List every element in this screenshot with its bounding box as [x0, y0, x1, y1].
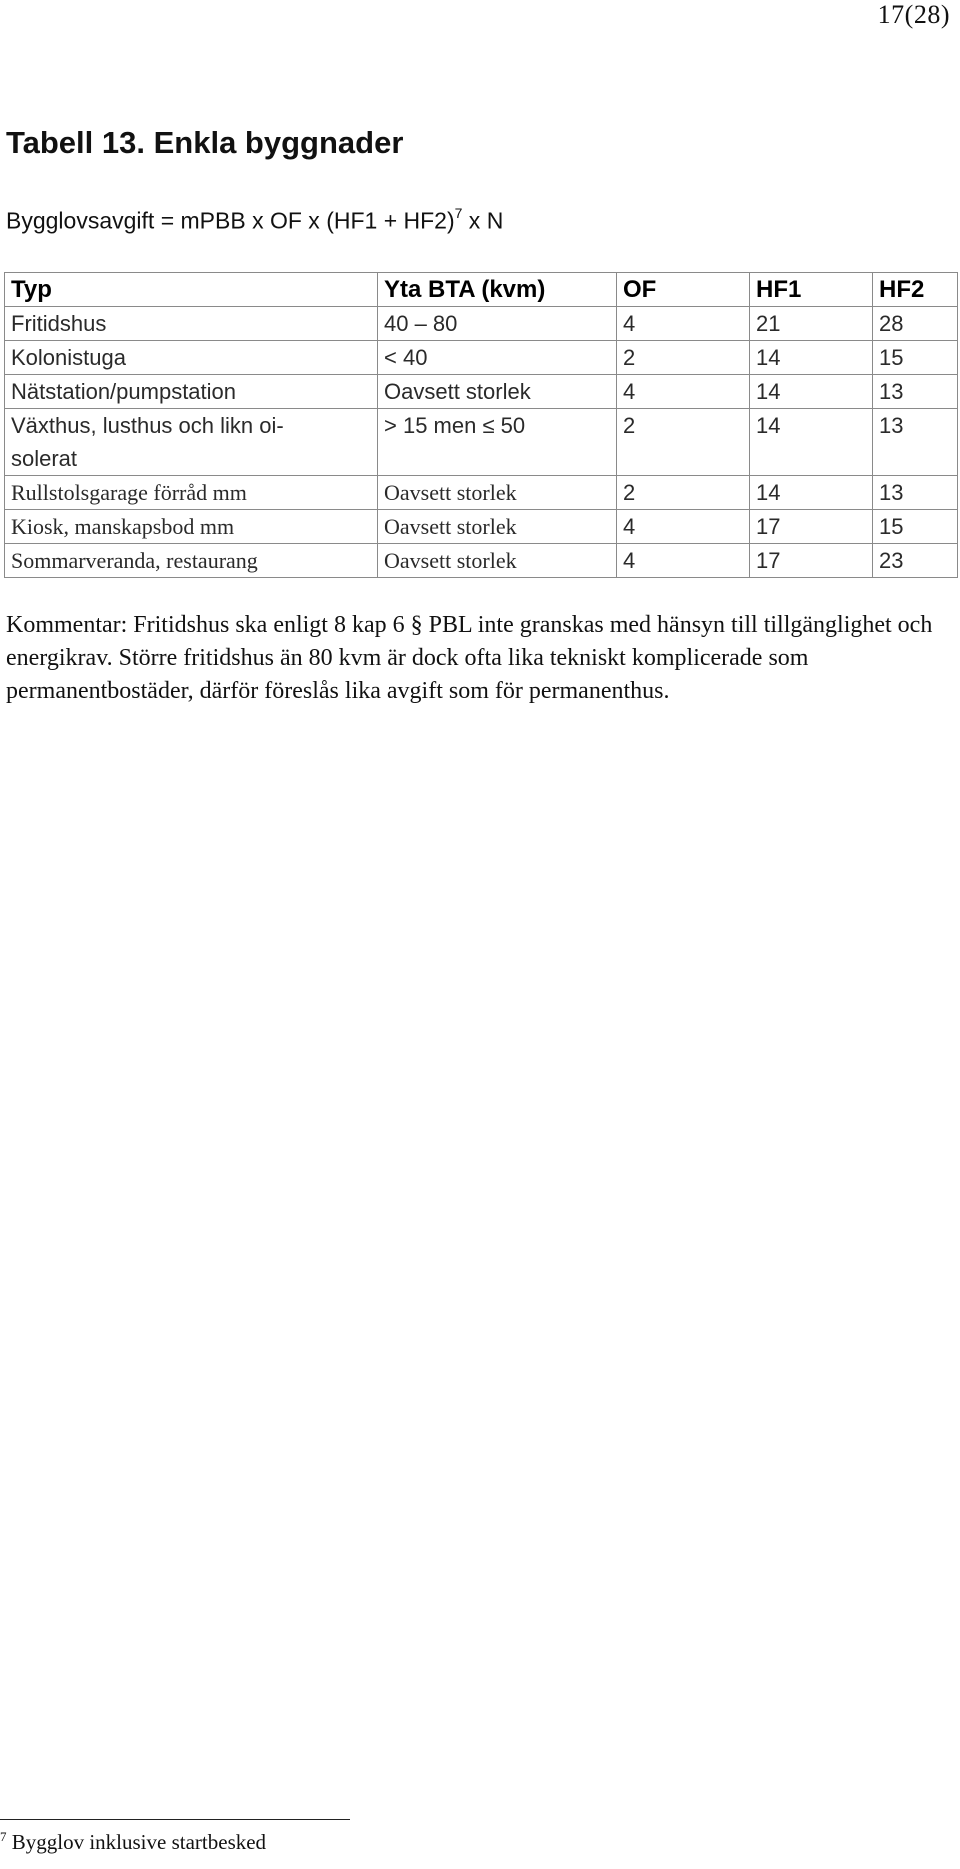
header-typ: Typ: [5, 273, 378, 307]
cell-hf2: 23: [873, 544, 958, 578]
table-header-row: [5, 273, 958, 307]
cell-hf1: 14: [750, 476, 873, 510]
cell-yta: > 15 men ≤ 50: [378, 409, 617, 476]
table-row: [5, 341, 958, 375]
fee-formula: [6, 207, 503, 235]
cell-of: 4: [617, 375, 750, 409]
formula-footnote-ref: 7: [454, 205, 463, 221]
footnote: [0, 1829, 266, 1855]
cell-hf1: 14: [750, 375, 873, 409]
header-of: OF: [617, 273, 750, 307]
cell-yta: Oavsett storlek: [378, 510, 617, 544]
cell-hf2: 28: [873, 307, 958, 341]
footnote-divider: [0, 1819, 350, 1820]
cell-of: 2: [617, 476, 750, 510]
cell-of: 2: [617, 409, 750, 476]
cell-hf1: 14: [750, 409, 873, 476]
cell-of: 2: [617, 341, 750, 375]
cell-hf2: 13: [873, 375, 958, 409]
footnote-text: Bygglov inklusive startbesked: [6, 1830, 267, 1854]
cell-typ: Kiosk, manskapsbod mm: [5, 510, 378, 544]
cell-yta: 40 – 80: [378, 307, 617, 341]
cell-typ: Växthus, lusthus och likn oi- solerat: [5, 409, 378, 476]
cell-yta: Oavsett storlek: [378, 476, 617, 510]
cell-yta: < 40: [378, 341, 617, 375]
cell-hf1: 14: [750, 341, 873, 375]
cell-typ: Nätstation/pumpstation: [5, 375, 378, 409]
cell-typ: Kolonistuga: [5, 341, 378, 375]
header-yta: Yta BTA (kvm): [378, 273, 617, 307]
cell-hf2: 15: [873, 510, 958, 544]
cell-hf1: 17: [750, 510, 873, 544]
table-row: [5, 375, 958, 409]
table-body: [5, 307, 958, 578]
cell-hf2: 15: [873, 341, 958, 375]
formula-suffix: x N: [462, 207, 504, 234]
cell-typ: Fritidshus: [5, 307, 378, 341]
fee-table: [4, 272, 958, 578]
header-hf2: HF2: [873, 273, 958, 307]
cell-hf2: 13: [873, 409, 958, 476]
cell-hf2: 13: [873, 476, 958, 510]
page-number: 17(28): [877, 0, 950, 29]
table-row: [5, 476, 958, 510]
cell-typ: Rullstolsgarage förråd mm: [5, 476, 378, 510]
table-row: [5, 307, 958, 341]
cell-yta: Oavsett storlek: [378, 544, 617, 578]
table-row: [5, 409, 958, 476]
cell-yta: Oavsett storlek: [378, 375, 617, 409]
table-heading: Tabell 13. Enkla byggnader: [6, 125, 404, 160]
formula-text: Bygglovsavgift = mPBB x OF x (HF1 + HF2): [6, 207, 455, 234]
table-row: [5, 510, 958, 544]
cell-hf1: 21: [750, 307, 873, 341]
cell-typ: Sommarveranda, restaurang: [5, 544, 378, 578]
comment-paragraph: Kommentar: Fritidshus ska enligt 8 kap 6 § PBL inte granskas med hänsyn till tillgänglighet och energikrav. Större fritidshus än 80 kvm är dock ofta lika tekniskt komplicerade som permanentbostäder, därför föreslås lika avgift som för permanenthus.: [6, 612, 933, 704]
header-hf1: HF1: [750, 273, 873, 307]
table-row: [5, 544, 958, 578]
footnote-number: 7: [0, 1829, 7, 1844]
cell-of: 4: [617, 510, 750, 544]
cell-of: 4: [617, 544, 750, 578]
cell-hf1: 17: [750, 544, 873, 578]
cell-of: 4: [617, 307, 750, 341]
